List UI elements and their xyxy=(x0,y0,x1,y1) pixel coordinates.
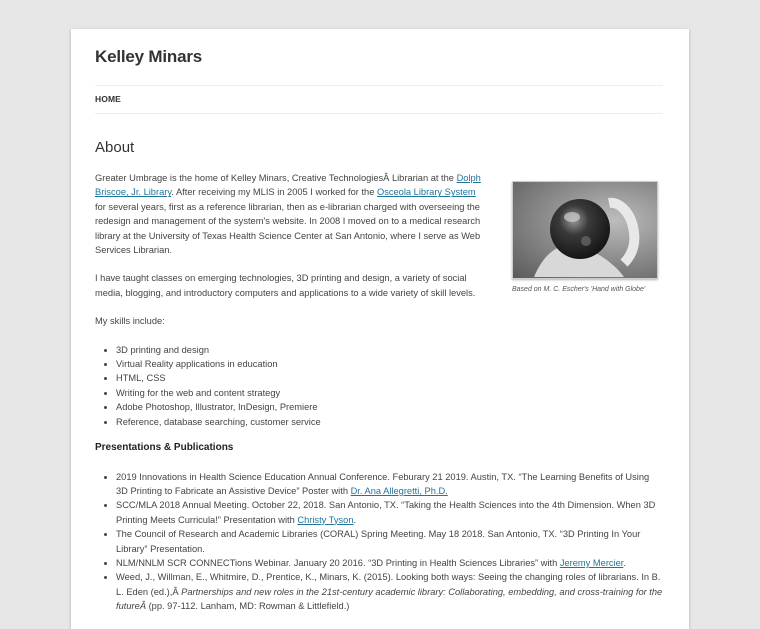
presentations-list xyxy=(95,470,663,614)
presentations-heading: Presentations & Publications xyxy=(95,442,234,454)
jeremy-mercier-link[interactable]: Jeremy Mercier xyxy=(559,557,624,568)
list-item: • Writing for the web and content strategy xyxy=(116,386,663,400)
page-container xyxy=(71,29,689,629)
site-title[interactable]: Kelley Minars xyxy=(95,47,203,66)
list-item: • NLM/NNLM SCR CONNECTions Webinar. January 20 2016. “3D Printing in Health Sciences Libraries” with Jeremy Mercier. xyxy=(116,556,663,570)
dolph-briscoe-library-link[interactable]: Dolph Briscoe, Jr. Library xyxy=(95,173,481,198)
list-item: • The Council of Research and Academic Libraries (CORAL) Spring Meeting. May 18 2018. San Antonio, TX. “3D Printing In Your Library” Presentation. xyxy=(116,527,663,556)
skills-intro: My skills include: xyxy=(95,316,165,327)
list-item: • 2019 Innovations in Health Science Education Annual Conference. Feburary 21 2019. Austin, TX. “The Learning Benefits of Using 3D Printing to Fabricate an Assistive Device” Poster with Dr. Ana Allegretti, Ph.D. xyxy=(116,470,663,499)
main-navigation xyxy=(95,85,663,114)
page-title: About xyxy=(95,139,135,156)
list-item: • Weed, J., Willman, E., Whitmire, D., Prentice, K., Minars, K. (2015). Looking both ways: Seeing the changing roles of librarians. In B. L. Eden (ed.),Â Partnerships and new roles in the 21st-century academic library: Collaborating, embedding, and cross-training for the futureÂ (pp. 97-112. Lanham, MD: Rowman & Littlefield.) xyxy=(116,570,663,613)
ana-allegretti-link[interactable]: Dr. Ana Allegretti, Ph.D. xyxy=(350,485,448,496)
osceola-library-system-link[interactable]: Osceola Library System xyxy=(376,187,476,198)
hand-with-globe-figure xyxy=(512,181,658,295)
intro-paragraph: Greater Umbrage is the home of Kelley Minars, Creative TechnologiesÂ Librarian at the Dolph Briscoe, Jr. Library. After receiving my MLIS in 2005 I worked for the Osceola Library System for several years, first as a reference librarian, then as e-librarian charged with overseeing the redesign and management of the system's website. In 2008 I moved on to a medical research library at the University of Texas Health Science Center at San Antonio, where I serve as Web Services Librarian. xyxy=(95,173,481,256)
list-item: • Virtual Reality applications in education xyxy=(116,357,663,371)
book-title: Partnerships and new roles in the 21st-century academic library: Collaborating, embedding, and cross-training for the futureÂ xyxy=(116,586,663,612)
list-item: • Adobe Photoshop, Illustrator, InDesign, Premiere xyxy=(116,400,663,414)
list-item: • 3D printing and design xyxy=(116,343,663,357)
figure-caption: Based on M. C. Escher's 'Hand with Globe' xyxy=(512,286,646,293)
nav-home-link[interactable]: HOME xyxy=(95,94,121,104)
list-item: • Reference, database searching, customer service xyxy=(116,415,663,429)
skills-list xyxy=(95,343,663,429)
teaching-paragraph: I have taught classes on emerging technologies, 3D printing and design, a variety of social media, blogging, and introductory computers and applications to a wide variety of skill levels. xyxy=(95,273,476,298)
list-item: • SCC/MLA 2018 Annual Meeting. October 22, 2018. San Antonio, TX. “Taking the Health Sciences into the 4th Dimension. When 3D Printing Meets Curricula!” Presentation with Christy Tyson. xyxy=(116,498,663,527)
entry-content xyxy=(95,171,663,614)
hand-with-globe-image xyxy=(512,181,658,279)
christy-tyson-link[interactable]: Christy Tyson xyxy=(297,514,354,525)
list-item: • HTML, CSS xyxy=(116,371,663,385)
